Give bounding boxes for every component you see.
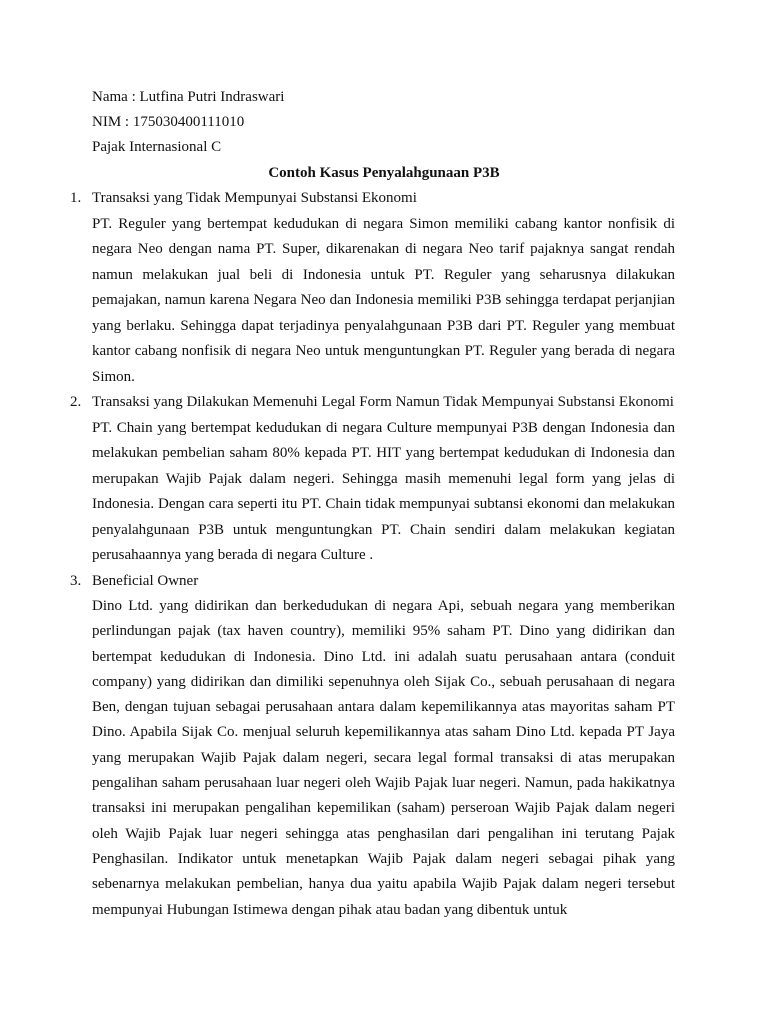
case-number: 2.	[70, 394, 82, 410]
student-nim: NIM : 175030400111010	[92, 114, 245, 130]
course-class: Pajak Internasional C	[92, 139, 222, 155]
case-list	[70, 186, 675, 923]
case-number: 1.	[70, 190, 82, 206]
case-heading: Transaksi yang Tidak Mempunyai Substansi Ekonomi	[92, 190, 417, 206]
case-number: 3.	[70, 572, 82, 589]
case-heading: Beneficial Owner	[92, 572, 199, 589]
case-item-3	[70, 569, 675, 923]
document-title: Contoh Kasus Penyalahgunaan P3B	[268, 165, 500, 181]
case-item-2	[70, 390, 675, 569]
case-item-1	[70, 186, 675, 390]
case-body: PT. Reguler yang bertempat kedudukan di negara Simon memiliki cabang kantor nonfisik di negara Neo dengan nama PT. Super, dikarenakan di negara Neo tarif pajaknya sangat rendah namun melakukan jual beli di Indonesia untuk PT. Reguler yang seharusnya dilakukan pemajakan, namun karena Negara Neo dan Indonesia memiliki P3B sehingga terdapat perjanjian yang berlaku. Sehingga dapat terjadinya penyalahgunaan P3B dari PT. Reguler yang membuat kantor cabang nonfisik di negara Neo untuk menguntungkan PT. Reguler yang berada di negara Simon.	[92, 215, 675, 385]
student-name: Nama : Lutfina Putri Indraswari	[92, 89, 285, 105]
case-heading: Transaksi yang Dilakukan Memenuhi Legal Form Namun Tidak Mempunyai Substansi Ekonomi	[92, 394, 674, 410]
case-body: PT. Chain yang bertempat kedudukan di negara Culture mempunyai P3B dengan Indonesia dan melakukan pembelian saham 80% kepada PT. HIT yang bertempat kedudukan di Indonesia dan merupakan Wajib Pajak dalam negeri. Sehingga masih memenuhi legal form yang jelas di Indonesia. Dengan cara seperti itu PT. Chain tidak mempunyai subtansi ekonomi dan melakukan penyalahgunaan P3B untuk menguntungkan PT. Chain sendiri dalam melakukan kegiatan perusahaannya yang berada di negara Culture .	[92, 419, 675, 563]
case-body: Dino Ltd. yang didirikan dan berkedudukan di negara Api, sebuah negara yang memberikan perlindungan pajak (tax haven country), memiliki 95% saham PT. Dino yang didirikan dan bertempat kedudukan di Indonesia. Dino Ltd. ini adalah suatu perusahaan antara (conduit company) yang didirikan dan dimiliki sepenuhnya oleh Sijak Co., sebuah perusahaan di negara Ben, dengan tujuan sebagai perusahaan antara dalam kepemilikannya atas mayoritas saham PT Dino. Apabila Sijak Co. menjual seluruh kepemilikannya atas saham Dino Ltd. kepada PT Jaya yang merupakan Wajib Pajak dalam negeri, secara legal formal transaksi di atas merupakan pengalihan saham perusahaan luar negeri oleh Wajib Pajak luar negeri. Namun, pada hakikatnya transaksi ini merupakan pengalihan kepemilikan (saham) perseroan Wajib Pajak dalam negeri oleh Wajib Pajak luar negeri sehingga atas penghasilan dari pengalihan ini terutang Pajak Penghasilan. Indikator untuk menetapkan Wajib Pajak dalam negeri sebagai pihak yang sebenarnya melakukan pembelian, hanya dua yaitu apabila Wajib Pajak dalam negeri tersebut mempunyai Hubungan Istimewa dengan pihak atau badan yang dibentuk untuk	[92, 598, 675, 918]
